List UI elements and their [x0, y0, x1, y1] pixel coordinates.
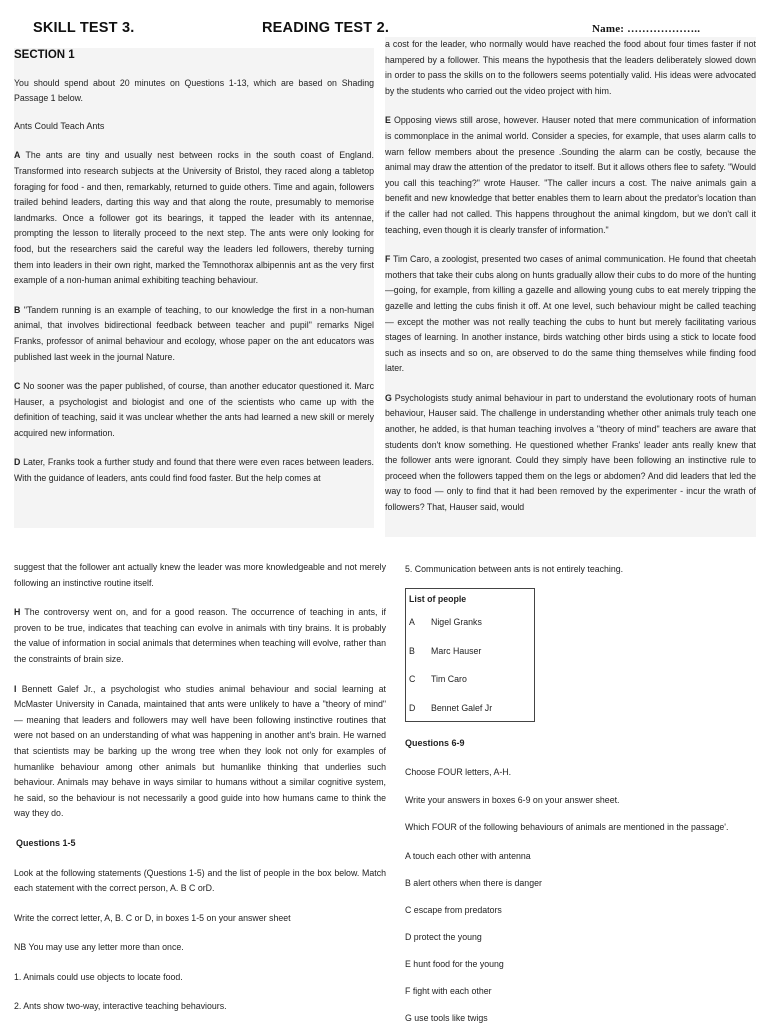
passage-column-top-left: [14, 48, 374, 528]
questions-6-9-answer-instruction: Write your answers in boxes 6-9 on your answer sheet.: [405, 794, 620, 805]
list-of-people-box: [405, 588, 535, 722]
paragraph-text: Psychologists study animal behaviour in part to understand the evolutionary roots of human behaviour, Hauser said. The challenge in understanding whether other animals truly teach one another, he added, is that human teaching involves a "theory of mind" teachers are aware that students don't know something. He questioned whether Franks' leader ants really knew that the follower ants were ignorant. Could they simply have been following an instinctive rule to proceed when the followers tapped them on the legs or abdomen? And did leaders that led the way to food — only to find that it had been removed by the experimenter - incur the wrath of followers? That, Hauser said, would: [385, 392, 756, 513]
paragraph-letter: G: [385, 392, 392, 403]
person-name: Bennet Galef Jr: [431, 702, 493, 713]
paragraph-a: [14, 148, 374, 288]
paragraph-text: The ants are tiny and usually nest between rocks in the south coast of England. Transformed into research subjects at the University of Bristol, they raced along a tabletop foraging for food - and then, remarkably, returned to guide others. Time and again, followers trailed behind leaders, darting this way and that along the route, presumably to memorise landmarks. Once a follower got its bearings, it tapped the leader with its antennae, prompting the lesson to literally proceed to the next step. The ants were only looking for food, but the researchers said the careful way the leaders led followers, thereby turning them into leaders in their own right, marked the Temnothorax albipennis ant as the very first example of a non-human animal exhibiting teaching behaviour.: [14, 150, 374, 286]
questions-1-5-heading: Questions 1-5: [16, 837, 76, 848]
paragraph-letter: D: [14, 457, 21, 468]
section-intro: You should spend about 20 minutes on Questions 1-13, which are based on Shading Passage 1 below.: [14, 77, 374, 104]
person-row: [409, 644, 531, 660]
questions-1-5-answer-instruction: Write the correct letter, A, B. C or D, in boxes 1-5 on your answer sheet: [14, 912, 291, 923]
paragraph-d: [14, 455, 374, 486]
person-letter: D: [409, 702, 416, 713]
person-row: [409, 615, 531, 631]
paragraph-letter: C: [14, 381, 21, 392]
questions-column-bottom-right: [405, 560, 757, 1025]
person-name: Marc Hauser: [431, 645, 482, 656]
question-2: 2. Ants show two-way, interactive teaching behaviours.: [14, 1001, 227, 1012]
questions-6-9-question: Which FOUR of the following behaviours of animals are mentioned in the passage'.: [405, 822, 729, 833]
paragraph-g: [385, 391, 756, 516]
paragraph-b: [14, 303, 374, 365]
passage-column-top-right: [385, 37, 756, 537]
paragraph-f: [385, 252, 756, 377]
option-b: B alert others when there is danger: [405, 877, 542, 888]
person-letter: A: [409, 617, 415, 628]
option-e: E hunt food for the young: [405, 958, 504, 969]
name-field-label: Name: ………………..: [592, 23, 701, 35]
paragraph-text: Later, Franks took a further study and found that there were even races between leaders. With the guidance of leaders, ants could find food faster. But the help comes at: [14, 457, 374, 484]
test-title: SKILL TEST 3.: [33, 20, 135, 36]
person-name: Tim Caro: [431, 674, 467, 685]
option-c: C escape from predators: [405, 904, 502, 915]
paragraph-letter: F: [385, 254, 391, 265]
option-d: D protect the young: [405, 931, 482, 942]
paragraph-d-continued: a cost for the leader, who normally would have reached the food about four times faster if not hampered by a follower. This means the hypothesis that the leaders deliberately slowed down in order to pass the skills on to the followers seems potentially valid. His ideas were advocated by the students who carried out the video project with him.: [385, 39, 756, 96]
passage-title: Ants Could Teach Ants: [14, 120, 105, 131]
paragraph-i: [14, 682, 386, 822]
person-row: [409, 672, 531, 688]
reading-test-title: READING TEST 2.: [262, 20, 390, 36]
paragraph-letter: I: [14, 683, 17, 694]
questions-1-5-note: NB You may use any letter more than once.: [14, 942, 184, 953]
question-1: 1. Animals could use objects to locate food.: [14, 971, 183, 982]
option-f: F fight with each other: [405, 985, 492, 996]
paragraph-letter: E: [385, 115, 391, 126]
passage-column-bottom-left: [14, 560, 386, 1015]
paragraph-text: No sooner was the paper published, of course, than another educator questioned it. Marc Hauser, a psychologist and biologist and one of the scientists who came up with the definition of teaching, said it was unclear whether the ants had learned a new skill or merely acquired new information.: [14, 381, 374, 438]
paragraph-letter: A: [14, 150, 21, 161]
question-5: 5. Communication between ants is not entirely teaching.: [405, 564, 624, 574]
person-row: [409, 701, 531, 717]
paragraph-text: Bennett Galef Jr., a psychologist who studies animal behaviour and social learning at McMaster University in Canada, maintained that ants were unlikely to have a "theory of mind" — meaning that leaders and followers may well have been following instinctive routines that were not based on an understanding of what was happening in another ant's brain. He warned that scientists may be barking up the wrong tree when they look not only for examples of humanlike behaviour among other animals but humanlike thinking that underlies such behaviour. Animals may behave in ways similar to humans without a similar cognitive system, he said, so the behaviour is not necessarily a good guide into how humans came to think the way they do.: [14, 683, 386, 819]
questions-6-9-heading: Questions 6-9: [405, 737, 465, 748]
paragraph-letter: B: [14, 304, 21, 315]
questions-6-9-instruction: Choose FOUR letters, A-H.: [405, 767, 512, 778]
person-name: Nigel Granks: [431, 617, 482, 628]
paragraph-text: Opposing views still arose, however. Hauser noted that mere communication of information is commonplace in the animal world. Consider a species, for example, that uses alarm calls to warn fellow members about the presence .Sounding the alarm can be costly, because the animal may draw the attention of the predator to itself. But it allows others flee to safety. "Would you call this teaching?" wrote Hauser. "The caller incurs a cost. The naive animals gain a benefit and new knowledge that better enables them to learn about the predator's location than if the caller had not called. This happens throughout the animal kingdom, but we don't call it teaching, even though it is clearly transfer of information.": [385, 115, 756, 235]
paragraph-h: [14, 605, 386, 667]
paragraph-letter: H: [14, 607, 21, 618]
option-a: A touch each other with antenna: [405, 850, 531, 861]
paragraph-e: [385, 113, 756, 238]
list-of-people-title: List of people: [409, 593, 467, 604]
paragraph-c: [14, 379, 374, 441]
option-g: G use tools like twigs: [405, 1012, 488, 1023]
paragraph-text: The controversy went on, and for a good reason. The occurrence of teaching in ants, if proven to be true, indicates that teaching can evolve in animals with tiny brains. It is probably the value of information in social animals that determines when teaching will evolve, rather than the constraints of brain size.: [14, 607, 386, 664]
person-letter: C: [409, 674, 416, 685]
questions-1-5-instruction: Look at the following statements (Questions 1-5) and the list of people in the box below. Match each statement with the correct person, A. B C orD.: [14, 867, 386, 894]
person-letter: B: [409, 645, 415, 656]
paragraph-text: "Tandem running is an example of teaching, to our knowledge the first in a non-human animal, that involves bidirectional feedback between teacher and pupil" remarks Nigel Franks, professor of animal behaviour and ecology, whose paper on the ant educators was published last week in the journal Nature.: [14, 304, 374, 362]
section-heading: SECTION 1: [14, 49, 75, 61]
paragraph-text: Tim Caro, a zoologist, presented two cases of animal communication. He found that cheetah mothers that take their cubs along on hunts gradually allow their cubs to do more of the hunting —going, for example, from killing a gazelle and allowing young cubs to eat merely tripping the gazelle and letting the cubs finish it off. At one level, such behaviour might be called teaching — except the mother was not really teaching the cubs to hunt but merely facilitating various stages of learning. In another instance, birds watching other birds using a stick to locate food such as insects and so on, are observed to do the same thing themselves while finding food later.: [385, 254, 756, 374]
paragraph-g-continued: suggest that the follower ant actually knew the leader was more knowledgeable and not merely following an instinctive routine itself.: [14, 562, 386, 588]
